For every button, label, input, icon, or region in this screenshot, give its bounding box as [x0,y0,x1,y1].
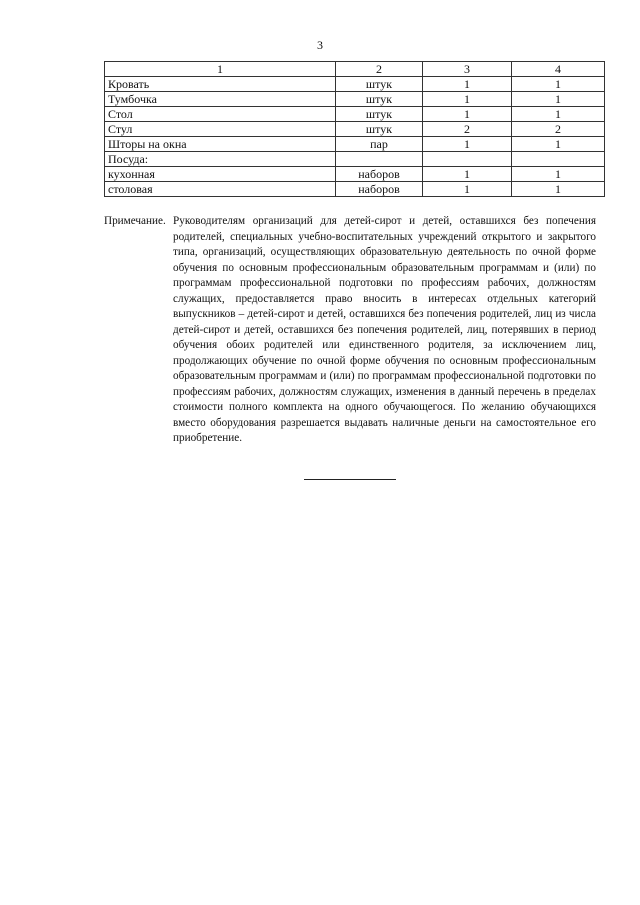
item-name: Кровать [105,77,336,92]
note-text: Руководителям организаций для детей-сирот и детей, оставшихся без попечения родителей, специальных учебно-воспитательных учреждений открытого и закрытого типа, организаций, осуществляющих образовательную деятельность по очной форме обучения по основным профессиональным образовательным программам и (или) по программам профессиональной подготовки по профессиям рабочих, должностям служащих, предоставляется право вносить в интересах отдельных категорий выпускников – детей-сирот и детей, оставшихся без попечения родителей, лиц из числа детей-сирот и детей, оставшихся без попечения родителей, лиц, потерявших в период обучения обоих родителей или единственного родителя, за исключением лиц, продолжающих обучение по очной форме обучения по основным профессиональным образовательным программам и (или) по программам профессиональной подготовки по профессиям рабочих, должностям служащих, изменения в данный перечень в пределах стоимости полного комплекта на одного обучающегося. По желанию обучающихся вместо оборудования разрешается выдавать наличные деньги на самостоятельное его приобретение. [173,215,596,444]
table-row [105,182,605,197]
item-unit: штук [336,77,423,92]
table-header-row [105,62,605,77]
note-label: Примечание. [104,215,166,227]
item-col3: 1 [423,167,512,182]
item-col3: 1 [423,77,512,92]
table-row [105,152,605,167]
item-col4: 2 [512,122,605,137]
item-col3: 2 [423,122,512,137]
item-name: Шторы на окна [105,137,336,152]
item-unit: наборов [336,182,423,197]
closing-rule [304,479,396,480]
item-col3: 1 [423,92,512,107]
item-col3: 1 [423,137,512,152]
item-name: Стул [105,122,336,137]
item-unit: штук [336,122,423,137]
page-number: 3 [317,38,323,52]
item-name: Стол [105,107,336,122]
item-col4 [512,152,605,167]
column-header-2: 2 [336,62,423,77]
item-unit [336,152,423,167]
item-unit: штук [336,92,423,107]
item-unit: пар [336,137,423,152]
column-header-1: 1 [105,62,336,77]
item-col4: 1 [512,107,605,122]
table-row [105,92,605,107]
item-name: Посуда: [105,152,336,167]
item-name: кухонная [105,167,336,182]
table-row [105,137,605,152]
table-row [105,77,605,92]
item-col4: 1 [512,182,605,197]
column-header-4: 4 [512,62,605,77]
column-header-3: 3 [423,62,512,77]
item-unit: штук [336,107,423,122]
item-unit: наборов [336,167,423,182]
item-name: Тумбочка [105,92,336,107]
item-col4: 1 [512,137,605,152]
item-col4: 1 [512,92,605,107]
table-row [105,122,605,137]
table-row [105,107,605,122]
equipment-table [104,61,605,197]
item-col4: 1 [512,167,605,182]
item-col3: 1 [423,182,512,197]
item-col4: 1 [512,77,605,92]
table-row [105,167,605,182]
note-block [104,214,596,447]
item-name: столовая [105,182,336,197]
item-col3: 1 [423,107,512,122]
item-col3 [423,152,512,167]
